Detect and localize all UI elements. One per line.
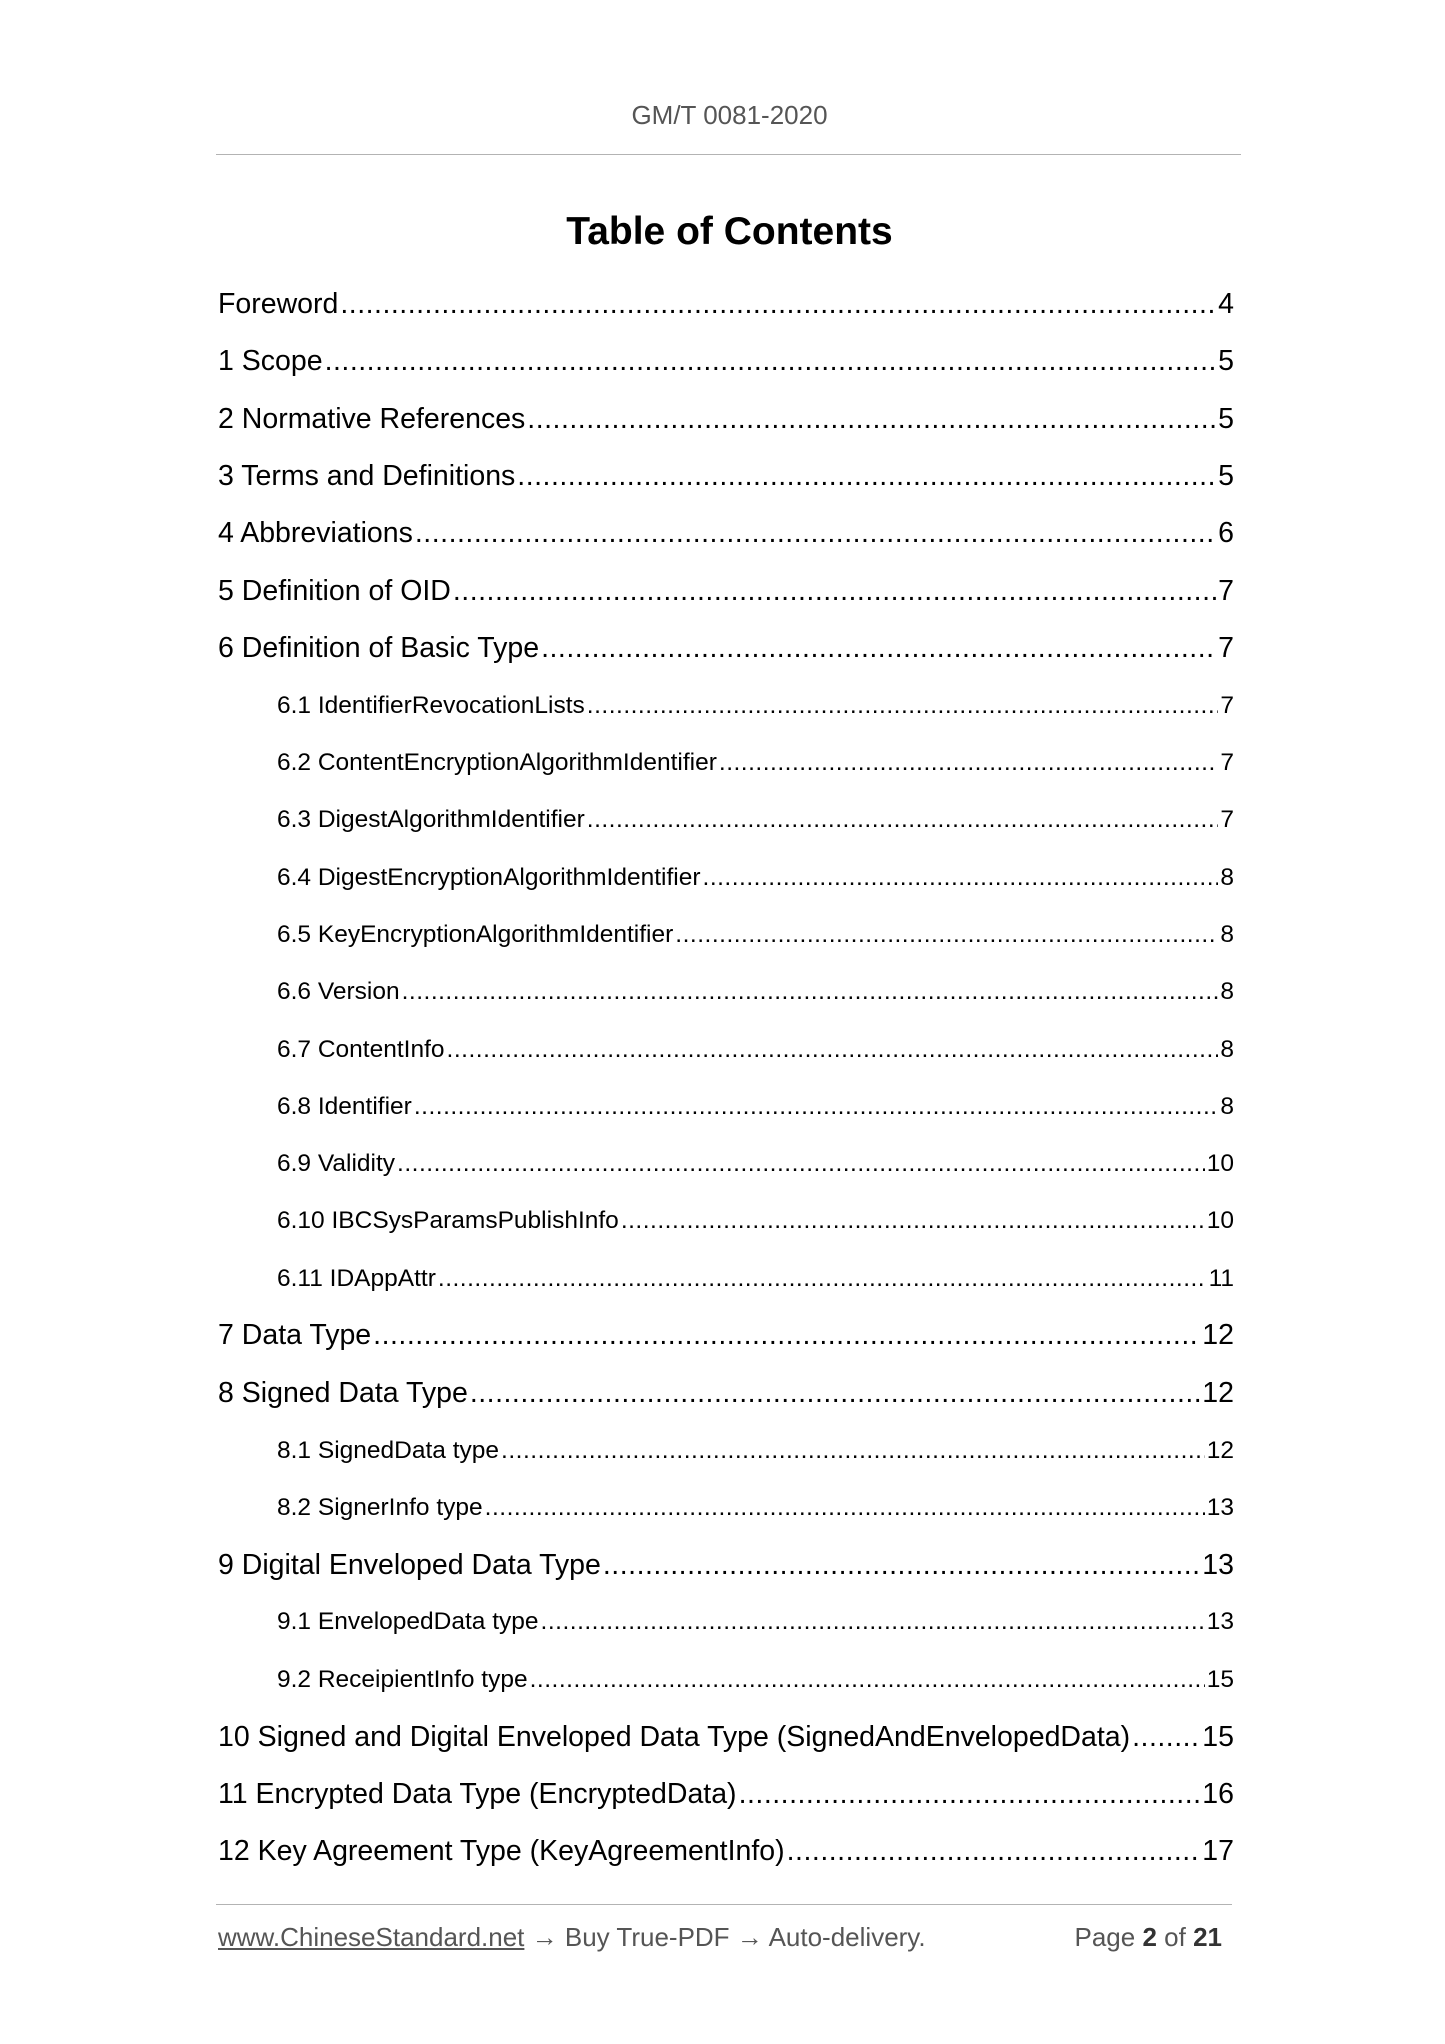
dot-leader bbox=[373, 1319, 1200, 1352]
toc-entry[interactable] bbox=[218, 562, 1234, 619]
document-id-header: GM/T 0081-2020 bbox=[631, 100, 828, 130]
toc-entry-label: 6.11 IDAppAttr bbox=[277, 1264, 436, 1292]
toc-entry[interactable] bbox=[218, 333, 1234, 390]
toc-entry-page: 7 bbox=[1218, 574, 1234, 607]
toc-entry-label: 1 Scope bbox=[218, 345, 323, 378]
toc-entry-label: 6.5 KeyEncryptionAlgorithmIdentifier bbox=[277, 920, 674, 948]
toc-entry-page: 7 bbox=[1220, 806, 1234, 834]
page-prefix: Page bbox=[1074, 1922, 1136, 1952]
toc-entry-page: 5 bbox=[1218, 402, 1234, 435]
toc-subentry[interactable] bbox=[218, 1422, 1234, 1479]
toc-subentry[interactable] bbox=[218, 1250, 1234, 1307]
toc-entry[interactable] bbox=[218, 276, 1234, 333]
toc-entry-label: 9 Digital Enveloped Data Type bbox=[218, 1548, 601, 1581]
page-footer bbox=[218, 1922, 1234, 1958]
toc-entry-label: 6.1 IdentifierRevocationLists bbox=[277, 691, 585, 719]
dot-leader bbox=[541, 1608, 1205, 1636]
dot-leader bbox=[675, 921, 1218, 949]
footer-tagline: → Buy True-PDF → Auto-delivery. bbox=[524, 1922, 926, 1952]
dot-leader bbox=[541, 632, 1216, 665]
toc-entry-page: 7 bbox=[1220, 749, 1234, 777]
dot-leader bbox=[325, 345, 1217, 378]
toc-entry-page: 16 bbox=[1202, 1777, 1234, 1810]
toc-entry[interactable] bbox=[218, 1823, 1234, 1880]
dot-leader bbox=[603, 1549, 1200, 1582]
toc-entry-page: 10 bbox=[1206, 1207, 1234, 1235]
dot-leader bbox=[527, 403, 1216, 436]
toc-entry-page: 13 bbox=[1206, 1608, 1234, 1636]
page-indicator bbox=[1074, 1922, 1222, 1953]
toc-entry[interactable] bbox=[218, 1537, 1234, 1594]
toc-entry-page: 13 bbox=[1202, 1548, 1234, 1581]
toc-entry-page: 7 bbox=[1218, 631, 1234, 664]
toc-entry-page: 12 bbox=[1202, 1376, 1234, 1409]
toc-entry-page: 15 bbox=[1206, 1665, 1234, 1693]
toc-entry-page: 8 bbox=[1220, 863, 1234, 891]
dot-leader bbox=[621, 1207, 1205, 1235]
toc-entry-page: 8 bbox=[1220, 978, 1234, 1006]
toc-entry-label: 5 Definition of OID bbox=[218, 574, 451, 607]
toc-subentry[interactable] bbox=[218, 1479, 1234, 1536]
footer-promo bbox=[218, 1922, 926, 1953]
dot-leader bbox=[530, 1666, 1205, 1694]
toc-entry[interactable] bbox=[218, 1307, 1234, 1364]
toc-entry-page: 12 bbox=[1202, 1319, 1234, 1352]
toc-entry[interactable] bbox=[218, 1766, 1234, 1823]
toc-subentry[interactable] bbox=[218, 849, 1234, 906]
dot-leader bbox=[1132, 1721, 1200, 1754]
toc-entry[interactable] bbox=[218, 505, 1234, 562]
toc-entry[interactable] bbox=[218, 448, 1234, 505]
toc-entry-label: 8.2 SignerInfo type bbox=[277, 1493, 483, 1521]
page-total: 21 bbox=[1193, 1922, 1222, 1952]
toc-entry-page: 15 bbox=[1202, 1720, 1234, 1753]
toc-entry-label: 7 Data Type bbox=[218, 1319, 372, 1352]
page-current: 2 bbox=[1142, 1922, 1157, 1952]
dot-leader bbox=[397, 1150, 1205, 1178]
toc-subentry[interactable] bbox=[218, 1021, 1234, 1078]
toc-entry-label: 6.10 IBCSysParamsPublishInfo bbox=[277, 1207, 619, 1235]
toc-subentry[interactable] bbox=[218, 906, 1234, 963]
toc-entry[interactable] bbox=[218, 620, 1234, 677]
toc-entry-page: 8 bbox=[1220, 1035, 1234, 1063]
toc-subentry[interactable] bbox=[218, 734, 1234, 791]
dot-leader bbox=[501, 1437, 1205, 1465]
toc-entry-label: 6.3 DigestAlgorithmIdentifier bbox=[277, 806, 585, 834]
dot-leader bbox=[414, 1093, 1219, 1121]
toc-subentry[interactable] bbox=[218, 677, 1234, 734]
dot-leader bbox=[485, 1494, 1205, 1522]
toc-entry-label: 6.9 Validity bbox=[277, 1150, 396, 1178]
dot-leader bbox=[447, 1036, 1219, 1064]
toc-entry-label: 8.1 SignedData type bbox=[277, 1436, 500, 1464]
toc-entry-page: 17 bbox=[1202, 1835, 1234, 1868]
toc-list bbox=[218, 276, 1234, 1880]
toc-entry-label: Foreword bbox=[218, 288, 339, 321]
toc-entry-label: 3 Terms and Definitions bbox=[218, 460, 516, 493]
dot-leader bbox=[719, 749, 1218, 777]
dot-leader bbox=[415, 517, 1216, 550]
toc-entry-page: 5 bbox=[1218, 460, 1234, 493]
dot-leader bbox=[340, 288, 1216, 321]
toc-subentry[interactable] bbox=[218, 792, 1234, 849]
toc-subentry[interactable] bbox=[218, 1078, 1234, 1135]
dot-leader bbox=[787, 1835, 1201, 1868]
toc-entry-label: 6.2 ContentEncryptionAlgorithmIdentifier bbox=[277, 749, 717, 777]
toc-entry-page: 4 bbox=[1218, 288, 1234, 321]
toc-entry-page: 10 bbox=[1206, 1150, 1234, 1178]
dot-leader bbox=[517, 460, 1216, 493]
toc-entry-label: 6 Definition of Basic Type bbox=[218, 631, 540, 664]
toc-entry-label: 10 Signed and Digital Enveloped Data Type (SignedAndEnvelopedData) bbox=[218, 1720, 1131, 1753]
dot-leader bbox=[402, 978, 1219, 1006]
toc-entry-page: 7 bbox=[1220, 691, 1234, 719]
dot-leader bbox=[703, 864, 1219, 892]
header-divider bbox=[216, 154, 1241, 155]
toc-subentry[interactable] bbox=[218, 1135, 1234, 1192]
toc-entry-page: 8 bbox=[1220, 920, 1234, 948]
page-of: of bbox=[1164, 1922, 1186, 1952]
toc-subentry[interactable] bbox=[218, 1193, 1234, 1250]
toc-entry-page: 8 bbox=[1220, 1092, 1234, 1120]
toc-entry-page: 13 bbox=[1206, 1493, 1234, 1521]
dot-leader bbox=[587, 692, 1219, 720]
toc-entry-page: 5 bbox=[1218, 345, 1234, 378]
toc-entry-label: 9.2 ReceipientInfo type bbox=[277, 1665, 528, 1693]
toc-entry-label: 8 Signed Data Type bbox=[218, 1376, 468, 1409]
toc-title: Table of Contents bbox=[566, 210, 893, 253]
toc-entry-label: 6.4 DigestEncryptionAlgorithmIdentifier bbox=[277, 863, 701, 891]
toc-entry[interactable] bbox=[218, 1365, 1234, 1422]
website-link[interactable]: www.ChineseStandard.net bbox=[218, 1922, 525, 1952]
toc-entry-label: 6.7 ContentInfo bbox=[277, 1035, 445, 1063]
toc-entry-label: 2 Normative References bbox=[218, 402, 526, 435]
dot-leader bbox=[587, 806, 1219, 834]
toc-subentry[interactable] bbox=[218, 1651, 1234, 1708]
toc-entry[interactable] bbox=[218, 391, 1234, 448]
toc-entry-label: 9.1 EnvelopedData type bbox=[277, 1608, 539, 1636]
toc-entry-page: 12 bbox=[1206, 1436, 1234, 1464]
toc-entry-page: 6 bbox=[1218, 517, 1234, 550]
toc-entry-label: 6.8 Identifier bbox=[277, 1092, 412, 1120]
toc-entry-label: 6.6 Version bbox=[277, 978, 400, 1006]
toc-entry-page: 11 bbox=[1208, 1264, 1234, 1292]
toc-subentry[interactable] bbox=[218, 1594, 1234, 1651]
dot-leader bbox=[470, 1377, 1200, 1410]
footer-divider bbox=[216, 1904, 1232, 1905]
toc-entry-label: 11 Encrypted Data Type (EncryptedData) bbox=[218, 1777, 737, 1810]
toc-entry-label: 4 Abbreviations bbox=[218, 517, 413, 550]
toc-subentry[interactable] bbox=[218, 964, 1234, 1021]
dot-leader bbox=[739, 1778, 1201, 1811]
dot-leader bbox=[453, 575, 1216, 608]
toc-entry-label: 12 Key Agreement Type (KeyAgreementInfo) bbox=[218, 1835, 785, 1868]
dot-leader bbox=[438, 1265, 1207, 1293]
toc-entry[interactable] bbox=[218, 1708, 1234, 1765]
